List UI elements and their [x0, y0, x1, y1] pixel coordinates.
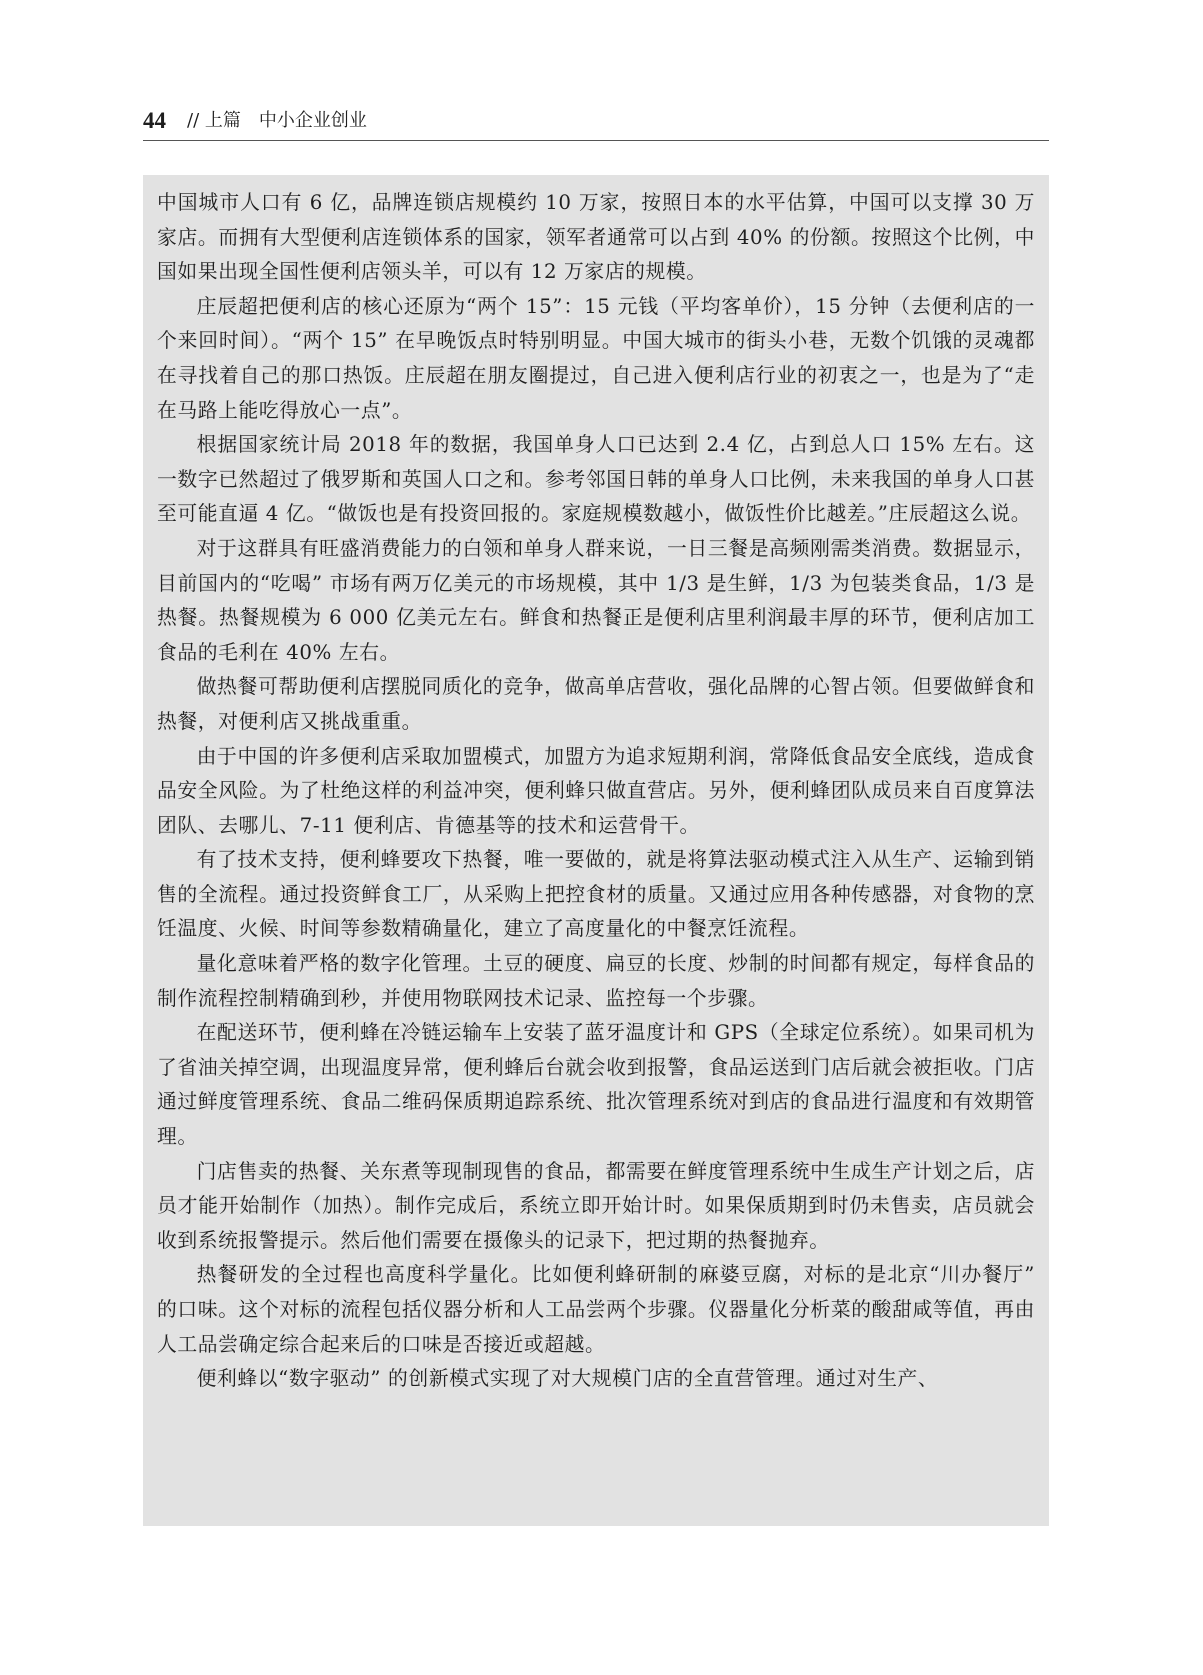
paragraph: 由于中国的许多便利店采取加盟模式，加盟方为追求短期利润，常降低食品安全底线，造成食品安全风险。为了杜绝这样的利益冲突，便利蜂只做直营店。另外，便利蜂团队成员来自百度算法团队、去哪儿、7-11 便利店、肯德基等的技术和运营骨干。 [157, 744, 1035, 837]
paragraph: 量化意味着严格的数字化管理。土豆的硬度、扁豆的长度、炒制的时间都有规定，每样食品的制作流程控制精确到秒，并使用物联网技术记录、监控每一个步骤。 [157, 952, 1035, 1010]
paragraph: 根据国家统计局 2018 年的数据，我国单身人口已达到 2.4 亿，占到总人口 15% 左右。这一数字已然超过了俄罗斯和英国人口之和。参考邻国日韩的单身人口比例，未来我国的单身人口甚至可能直逼 4 亿。“做饭也是有投资回报的。家庭规模数越小，做饭性价比越差。”庄辰超这么说。 [157, 433, 1035, 526]
paragraph: 在配送环节，便利蜂在冷链运输车上安装了蓝牙温度计和 GPS（全球定位系统）。如果司机为了省油关掉空调，出现温度异常，便利蜂后台就会收到报警，食品运送到门店后就会被拒收。门店通过鲜度管理系统、食品二维码保质期追踪系统、批次管理系统对到店的食品进行温度和有效期管理。 [157, 1021, 1035, 1149]
highlighted-text-box [143, 175, 1049, 1526]
paragraph: 便利蜂以“数字驱动” 的创新模式实现了对大规模门店的全直营管理。通过对生产、 [196, 1367, 939, 1391]
running-title: // 上篇 中小企业创业 [187, 110, 367, 131]
paragraph: 中国城市人口有 6 亿，品牌连锁店规模约 10 万家，按照日本的水平估算，中国可以支撑 30 万家店。而拥有大型便利店连锁体系的国家，领军者通常可以占到 40% 的份额。按照这个比例，中国如果出现全国性便利店领头羊，可以有 12 万家店的规模。 [157, 191, 1035, 284]
paragraph: 对于这群具有旺盛消费能力的白领和单身人群来说，一日三餐是高频刚需类消费。数据显示，目前国内的“吃喝” 市场有两万亿美元的市场规模，其中 1/3 是生鲜，1/3 为包装类食品，1/3 是热餐。热餐规模为 6 000 亿美元左右。鲜食和热餐正是便利店里利润最丰厚的环节，便利店加工食品的毛利在 40% 左右。 [157, 536, 1035, 664]
page-header [143, 108, 1049, 141]
paragraph: 庄辰超把便利店的核心还原为“两个 15”：15 元钱（平均客单价），15 分钟（去便利店的一个来回时间）。“两个 15” 在早晚饭点时特别明显。中国大城市的街头小巷，无数个饥饿的灵魂都在寻找着自己的那口热饭。庄辰超在朋友圈提过，自己进入便利店行业的初衷之一，也是为了“走在马路上能吃得放心一点”。 [157, 294, 1035, 422]
paragraph: 热餐研发的全过程也高度科学量化。比如便利蜂研制的麻婆豆腐，对标的是北京“川办餐厅” 的口味。这个对标的流程包括仪器分析和人工品尝两个步骤。仪器量化分析菜的酸甜咸等值，再由人工品尝确定综合起来后的口味是否接近或超越。 [157, 1263, 1035, 1356]
paragraph: 做热餐可帮助便利店摆脱同质化的竞争，做高单店营收，强化品牌的心智占领。但要做鲜食和热餐，对便利店又挑战重重。 [157, 675, 1035, 733]
page-number: 44 [143, 108, 166, 133]
paragraph: 有了技术支持，便利蜂要攻下热餐，唯一要做的，就是将算法驱动模式注入从生产、运输到销售的全流程。通过投资鲜食工厂，从采购上把控食材的质量。又通过应用各种传感器，对食物的烹饪温度、火候、时间等参数精确量化，建立了高度量化的中餐烹饪流程。 [157, 848, 1035, 941]
paragraph: 门店售卖的热餐、关东煮等现制现售的食品，都需要在鲜度管理系统中生成生产计划之后，店员才能开始制作（加热）。制作完成后，系统立即开始计时。如果保质期到时仍未售卖，店员就会收到系统报警提示。然后他们需要在摄像头的记录下，把过期的热餐抛弃。 [157, 1159, 1035, 1252]
